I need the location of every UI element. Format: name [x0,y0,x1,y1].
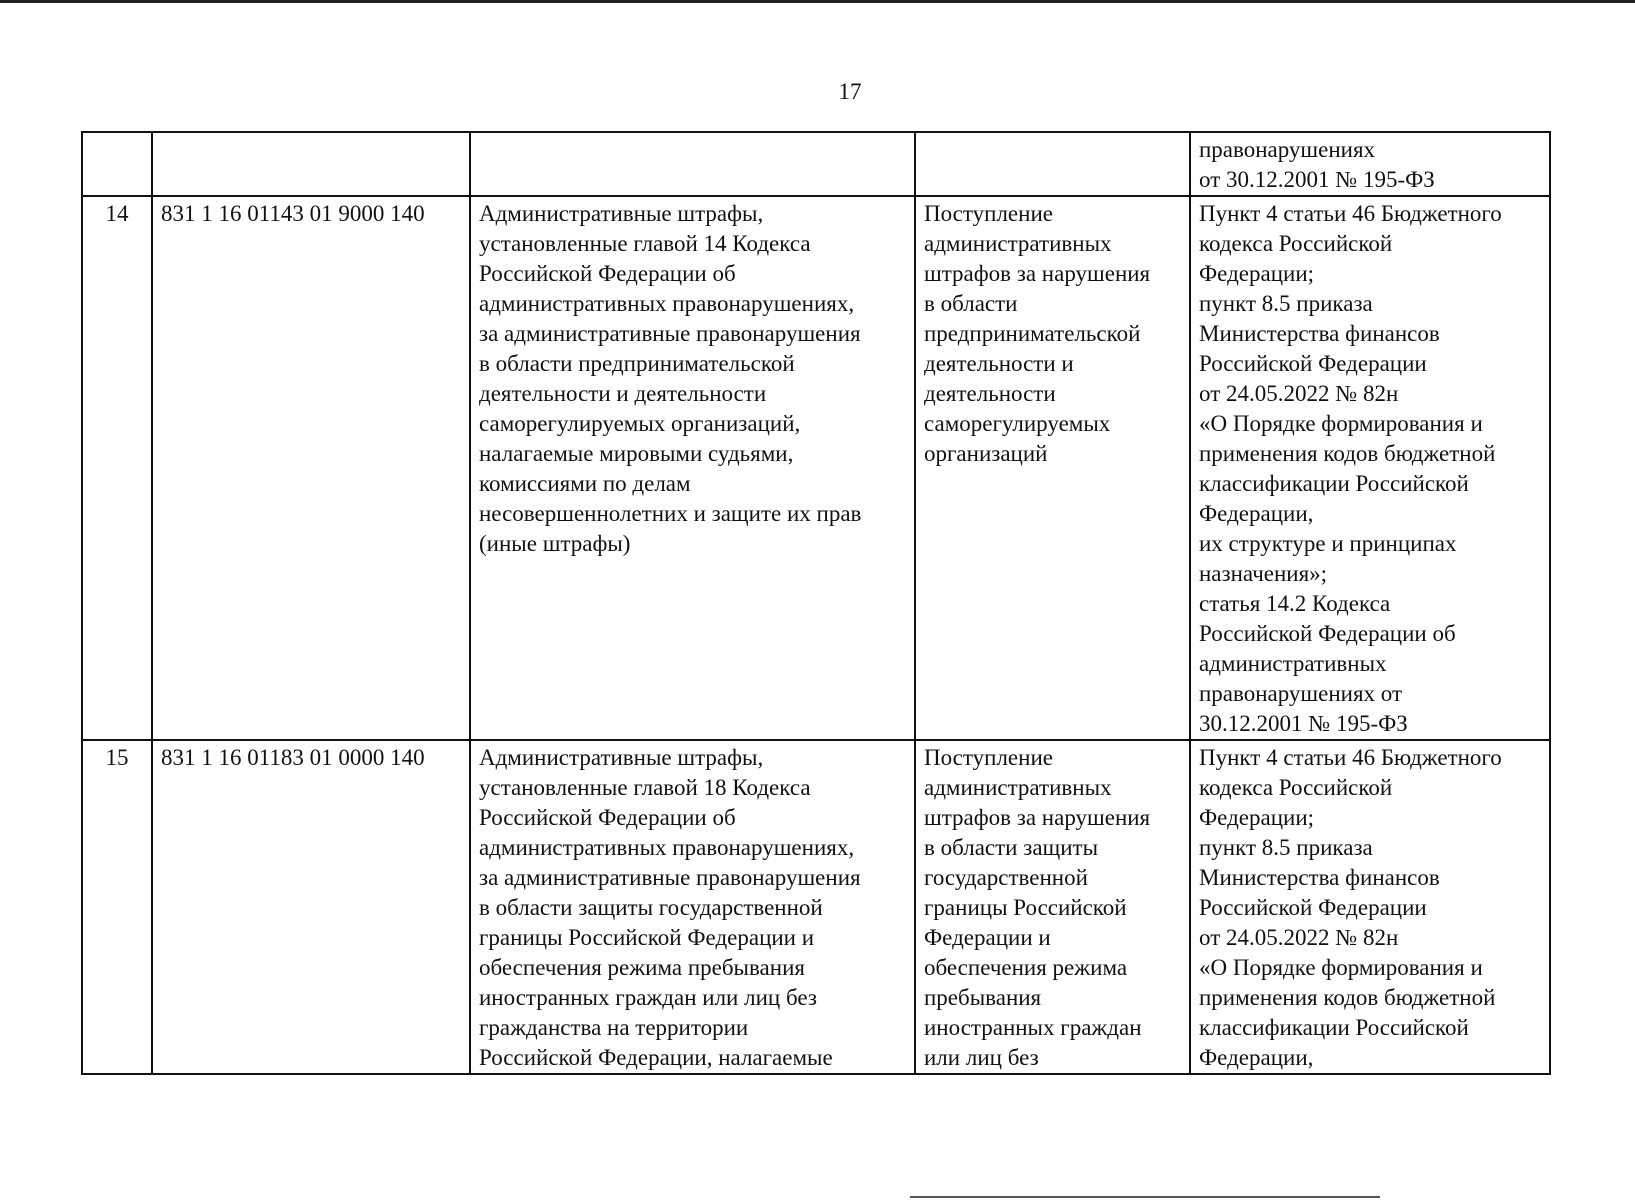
legal-basis-line: «О Порядке формирования и [1199,411,1483,436]
legal-basis-cell [1190,132,1550,196]
legal-basis-line: пункт 8.5 приказа [1199,835,1373,860]
legal-basis-line: Российской Федерации [1199,895,1427,920]
income-description-cell [915,196,1190,740]
legal-basis-line: пункт 8.5 приказа [1199,291,1373,316]
income-description-line: пребывания [924,985,1042,1010]
row-number: 15 [82,740,152,1074]
budget-code: 831 1 16 01143 01 9000 140 [152,196,470,740]
income-description-line: саморегулируемых [924,411,1111,436]
income-name-line: (иные штрафы) [479,531,631,556]
income-name-cell [470,132,915,196]
legal-basis-line: применения кодов бюджетной [1199,985,1496,1010]
income-name-line: за административные правонарушения [479,321,861,346]
scan-edge-line [910,1196,1380,1198]
legal-basis-line: Пункт 4 статьи 46 Бюджетного [1199,745,1502,770]
row-number: 14 [82,196,152,740]
income-description-cell [915,132,1190,196]
income-name-line: гражданства на территории [479,1015,749,1040]
legal-basis-cell [1190,196,1550,740]
income-description-line: административных [924,775,1112,800]
income-description-line: деятельности и [924,351,1074,376]
legal-basis-line: Федерации; [1199,805,1315,830]
income-name-line: налагаемые мировыми судьями, [479,441,794,466]
budget-code [152,132,470,196]
income-description-line: в области [924,291,1018,316]
income-description-line: Поступление [924,201,1053,226]
income-name-line: в области защиты государственной [479,895,823,920]
income-name-line: за административные правонарушения [479,865,861,890]
legal-basis-line: правонарушениях [1199,137,1376,162]
legal-basis-line: кодекса Российской [1199,231,1393,256]
income-description-line: иностранных граждан [924,1015,1142,1040]
income-name-line: Российской Федерации об [479,261,736,286]
table-row [82,740,1550,1074]
income-name-line: саморегулируемых организаций, [479,411,801,436]
income-name-line: установленные главой 14 Кодекса [479,231,811,256]
legal-basis-line: Российской Федерации [1199,351,1427,376]
income-name-line: иностранных граждан или лиц без [479,985,817,1010]
legal-basis-line: назначения»; [1199,561,1328,586]
income-name-line: Административные штрафы, [479,745,764,770]
income-name-line: Административные штрафы, [479,201,764,226]
legal-basis-line: их структуре и принципах [1199,531,1457,556]
legal-basis-line: административных [1199,651,1387,676]
legal-basis-line: «О Порядке формирования и [1199,955,1483,980]
legal-basis-line: Российской Федерации об [1199,621,1456,646]
income-name-line: обеспечения режима пребывания [479,955,805,980]
legal-basis-line: Пункт 4 статьи 46 Бюджетного [1199,201,1502,226]
table-row [82,196,1550,740]
income-name-line: границы Российской Федерации и [479,925,815,950]
income-description-line: в области защиты [924,835,1099,860]
legal-basis-line: Федерации, [1199,1045,1314,1070]
income-name-line: комиссиями по делам [479,471,691,496]
legal-basis-line: Министерства финансов [1199,865,1440,890]
table-row [82,132,1550,196]
income-name-line: установленные главой 18 Кодекса [479,775,811,800]
income-description-line: деятельности [924,381,1056,406]
income-description-line: границы Российской [924,895,1127,920]
income-name-line: Российской Федерации об [479,805,736,830]
legal-basis-line: статья 14.2 Кодекса [1199,591,1391,616]
legal-basis-cell [1190,740,1550,1074]
income-name-line: административных правонарушениях, [479,835,855,860]
income-name-line: административных правонарушениях, [479,291,855,316]
income-description-line: административных [924,231,1112,256]
legal-basis-line: от 24.05.2022 № 82н [1199,925,1399,950]
income-description-line: Поступление [924,745,1053,770]
income-description-cell [915,740,1190,1074]
income-name-cell [470,740,915,1074]
page-number: 17 [838,79,862,104]
income-description-line: предпринимательской [924,321,1141,346]
legal-basis-line: классификации Российской [1199,471,1469,496]
income-description-line: штрафов за нарушения [924,261,1151,286]
legal-basis-line: Федерации; [1199,261,1315,286]
legal-basis-line: Федерации, [1199,501,1314,526]
legal-basis-line: классификации Российской [1199,1015,1469,1040]
income-description-line: или лиц без [924,1045,1039,1070]
income-description-line: организаций [924,441,1048,466]
row-number [82,132,152,196]
page-top-border [0,0,1635,3]
income-name-line: несовершеннолетних и защите их прав [479,501,862,526]
legal-basis-line: 30.12.2001 № 195-ФЗ [1199,711,1408,736]
income-description-line: обеспечения режима [924,955,1128,980]
legal-basis-line: от 24.05.2022 № 82н [1199,381,1399,406]
income-name-line: Российской Федерации, налагаемые [479,1045,833,1070]
legal-basis-line: кодекса Российской [1199,775,1393,800]
budget-code: 831 1 16 01183 01 0000 140 [152,740,470,1074]
income-name-line: деятельности и деятельности [479,381,767,406]
legal-basis-line: Министерства финансов [1199,321,1440,346]
legal-basis-line: от 30.12.2001 № 195-ФЗ [1199,167,1435,192]
income-name-cell [470,196,915,740]
income-name-line: в области предпринимательской [479,351,795,376]
income-description-line: Федерации и [924,925,1051,950]
income-description-line: штрафов за нарушения [924,805,1151,830]
budget-codes-table [81,131,1551,1075]
legal-basis-line: правонарушениях от [1199,681,1403,706]
income-description-line: государственной [924,865,1088,890]
legal-basis-line: применения кодов бюджетной [1199,441,1496,466]
